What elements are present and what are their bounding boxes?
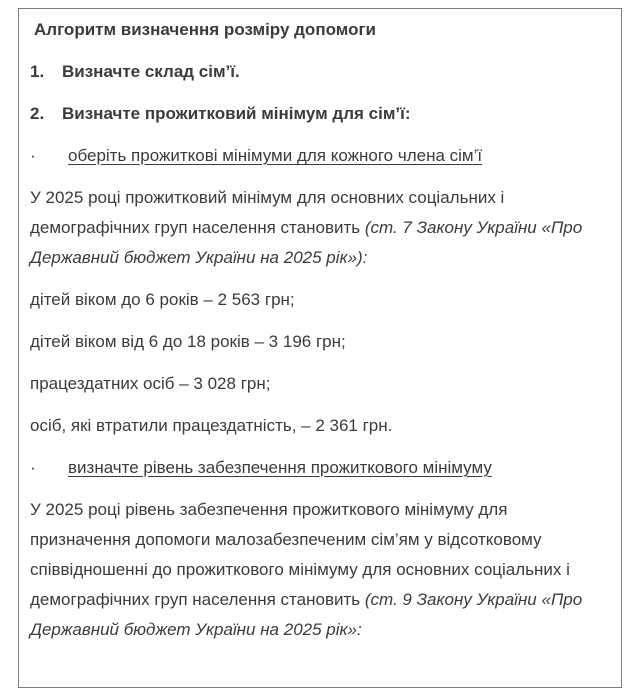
page-title: Алгоритм визначення розміру допомоги xyxy=(34,20,377,39)
link-determine-provision-level[interactable]: визначте рівень забезпечення прожиткового мінімуму xyxy=(68,458,492,477)
step-2-label: Визначте прожитковий мінімум для сім’ї: xyxy=(62,104,411,123)
bullet-dot-icon: · xyxy=(30,146,36,165)
amount-children-6-to-18: дітей віком від 6 до 18 років – 3 196 грн; xyxy=(30,332,346,351)
step-1 xyxy=(30,57,593,87)
paragraph-provision-level-2025-law-reference: (ст. 9 Закону України «Про Державний бюджет України на 2025 рік»: xyxy=(30,590,583,639)
paragraph-provision-level-2025-text: У 2025 році рівень забезпечення прожиткового мінімуму для призначення допомоги малозабезпеченим сім’ям у відсотковому співвідношенні до прожиткового мінімуму для основних соціальних і демографічних груп населення становить xyxy=(30,500,570,609)
amount-children-under-6: дітей віком до 6 років – 2 563 грн; xyxy=(30,290,295,309)
link-choose-subsistence-minimums[interactable]: оберіть прожиткові мінімуми для кожного члена сім’ї xyxy=(68,146,483,165)
bullet-item-determine-level xyxy=(30,453,593,483)
step-1-number: 1. xyxy=(30,62,45,81)
step-2 xyxy=(30,99,593,129)
paragraph-minimum-2025-law-reference: (ст. 7 Закону України «Про Державний бюджет України на 2025 рік»): xyxy=(30,218,583,267)
paragraph-minimum-2025-text: У 2025 році прожитковий мінімум для основних соціальних і демографічних груп населення становить xyxy=(30,188,505,237)
bullet-item-choose-minimums xyxy=(30,141,593,171)
amount-able-bodied: працездатних осіб – 3 028 грн; xyxy=(30,374,271,393)
bullet-dot-icon: · xyxy=(30,458,36,477)
step-2-number: 2. xyxy=(30,104,45,123)
document-panel xyxy=(18,8,622,688)
paragraph-provision-level-2025 xyxy=(30,495,593,645)
paragraph-minimum-2025 xyxy=(30,183,593,273)
amount-disabled: осіб, які втратили працездатність, – 2 361 грн. xyxy=(30,416,393,435)
step-1-label: Визначте склад сім’ї. xyxy=(62,62,240,81)
